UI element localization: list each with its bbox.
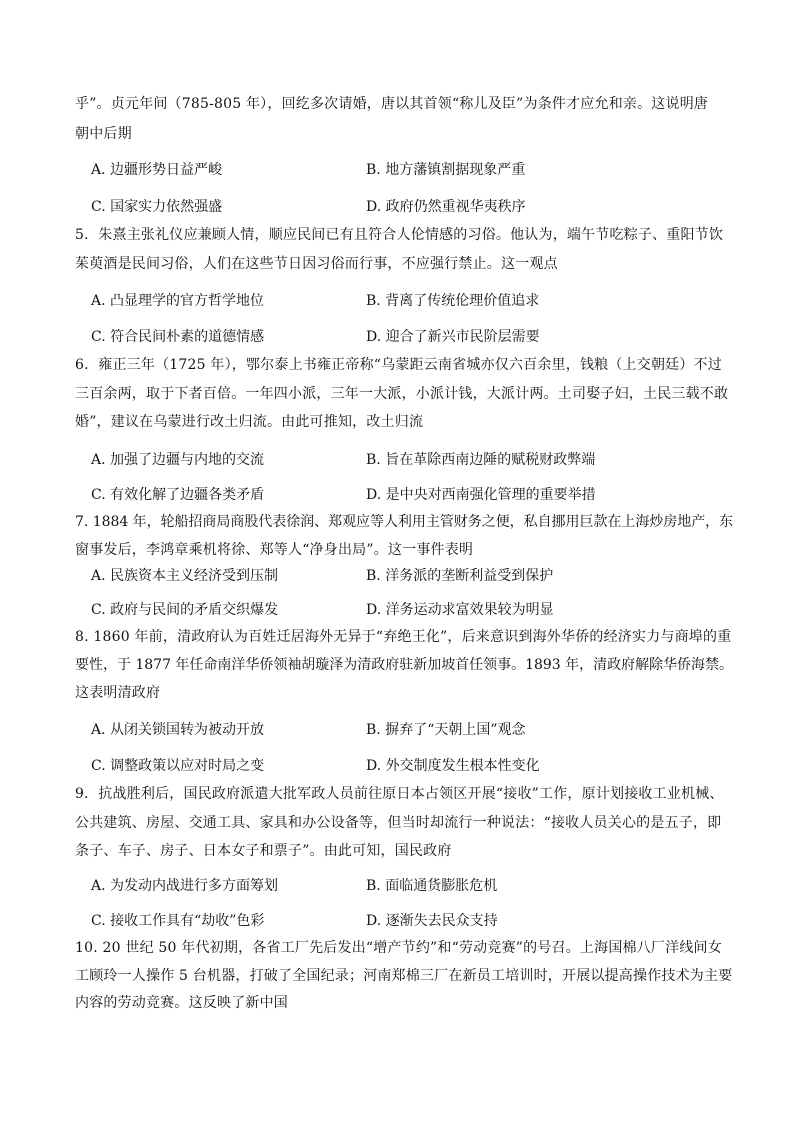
q7-option-c: C. 政府与民间的矛盾交织爆发	[91, 602, 279, 618]
q9-option-d: D. 逐渐失去民众支持	[366, 913, 498, 929]
q8-option-c: C. 调整政策以应对时局之变	[91, 758, 265, 774]
q4-stem-line-1: 乎”。贞元年间（785-805 年），回纥多次请婚，唐以其首领“称儿及臣”为条件才应允和亲。这说明唐	[75, 96, 709, 112]
q5-option-c: C. 符合民间朴素的道德情感	[91, 329, 265, 345]
q6-option-b: B. 旨在革除西南边陲的赋税财政弊端	[366, 452, 596, 468]
q6-option-a: A. 加强了边疆与内地的交流	[91, 452, 265, 468]
q9-option-b: B. 面临通货膨胀危机	[366, 878, 498, 894]
q8-option-d: D. 外交制度发生根本性变化	[366, 758, 540, 774]
q9-stem-line-3: 条子、车子、房子、日本女子和票子”。由此可知，国民政府	[75, 843, 452, 859]
q8-stem-line-3: 这表明清政府	[75, 685, 161, 701]
q5-option-d: D. 迎合了新兴市民阶层需要	[366, 329, 540, 345]
q4-option-c: C. 国家实力依然强盛	[91, 199, 223, 215]
q4-option-d: D. 政府仍然重视华夷秩序	[366, 199, 526, 215]
q9-option-a: A. 为发动内战进行多方面筹划	[91, 878, 279, 894]
q9-stem-line-2: 公共建筑、房屋、交通工具、家具和办公设备等，但当时却流行一种说法：“接收人员关心的是五子，即	[75, 815, 722, 831]
q9-option-c: C. 接收工作具有“劫收”色彩	[91, 913, 265, 929]
q7-option-d: D. 洋务运动求富效果较为明显	[366, 602, 554, 618]
q7-stem-line-2: 窗事发后，李鸿章乘机将徐、郑等人“净身出局”。这一事件表明	[75, 542, 474, 558]
q6-stem-line-3: 婚”，建议在乌蒙进行改土归流。由此可推知，改土归流	[75, 414, 424, 430]
q9-stem-line-1: 9．抗战胜利后，国民政府派遣大批军政人员前往原日本占领区开展“接收”工作，原计划接收工业机械、	[75, 786, 724, 802]
q4-stem-line-2: 朝中后期	[75, 126, 132, 142]
q5-stem-line-1: 5．朱熹主张礼仪应兼顾人情，顺应民间已有且符合人伦情感的习俗。他认为，端午节吃粽子、重阳节饮	[75, 227, 724, 243]
q7-option-a: A. 民族资本主义经济受到压制	[91, 568, 279, 584]
q10-stem-line-2: 工顾玲一人操作 5 台机器，打破了全国纪录；河南郑棉三厂在新员工培训时，开展以提高操作技术为主要	[75, 968, 733, 984]
q7-stem-line-1: 7. 1884 年，轮船招商局商股代表徐润、郑观应等人利用主管财务之便，私自挪用巨款在上海炒房地产，东	[75, 514, 734, 530]
q5-stem-line-2: 茱萸酒是民间习俗，人们在这些节日因习俗而行事，不应强行禁止。这一观点	[75, 256, 558, 272]
q6-option-d: D. 是中央对西南强化管理的重要举措	[366, 487, 596, 503]
q4-option-b: B. 地方藩镇割据现象严重	[366, 162, 526, 178]
q7-option-b: B. 洋务派的垄断利益受到保护	[366, 568, 554, 584]
q5-option-b: B. 背离了传统伦理价值追求	[366, 293, 540, 309]
q8-stem-line-1: 8. 1860 年前，清政府认为百姓迁居海外无异于“弃绝王化”，后来意识到海外华侨的经济实力与商埠的重	[75, 629, 732, 645]
q5-option-a: A. 凸显理学的官方哲学地位	[91, 293, 265, 309]
q6-stem-line-1: 6．雍正三年（1725 年），鄂尔泰上书雍正帝称“乌蒙距云南省城亦仅六百余里，钱粮（上交朝廷）不过	[75, 357, 722, 373]
q6-stem-line-2: 三百余两，取于下者百倍。一年四小派，三年一大派，小派计钱，大派计两。土司娶子妇，土民三载不敢	[75, 386, 729, 402]
q8-option-a: A. 从闭关锁国转为被动开放	[91, 722, 265, 738]
q10-stem-line-1: 10. 20 世纪 50 年代初期，各省工厂先后发出“增产节约”和“劳动竞赛”的号召。上海国棉八厂洋线间女	[75, 940, 722, 956]
q8-option-b: B. 摒弃了“天朝上国”观念	[366, 722, 526, 738]
q8-stem-line-2: 要性，于 1877 年任命南洋华侨领袖胡璇泽为清政府驻新加坡首任领事。1893 年，清政府解除华侨海禁。	[75, 657, 734, 673]
q6-option-c: C. 有效化解了边疆各类矛盾	[91, 487, 265, 503]
q4-option-a: A. 边疆形势日益严峻	[91, 162, 223, 178]
q10-stem-line-3: 内容的劳动竞赛。这反映了新中国	[75, 995, 288, 1011]
